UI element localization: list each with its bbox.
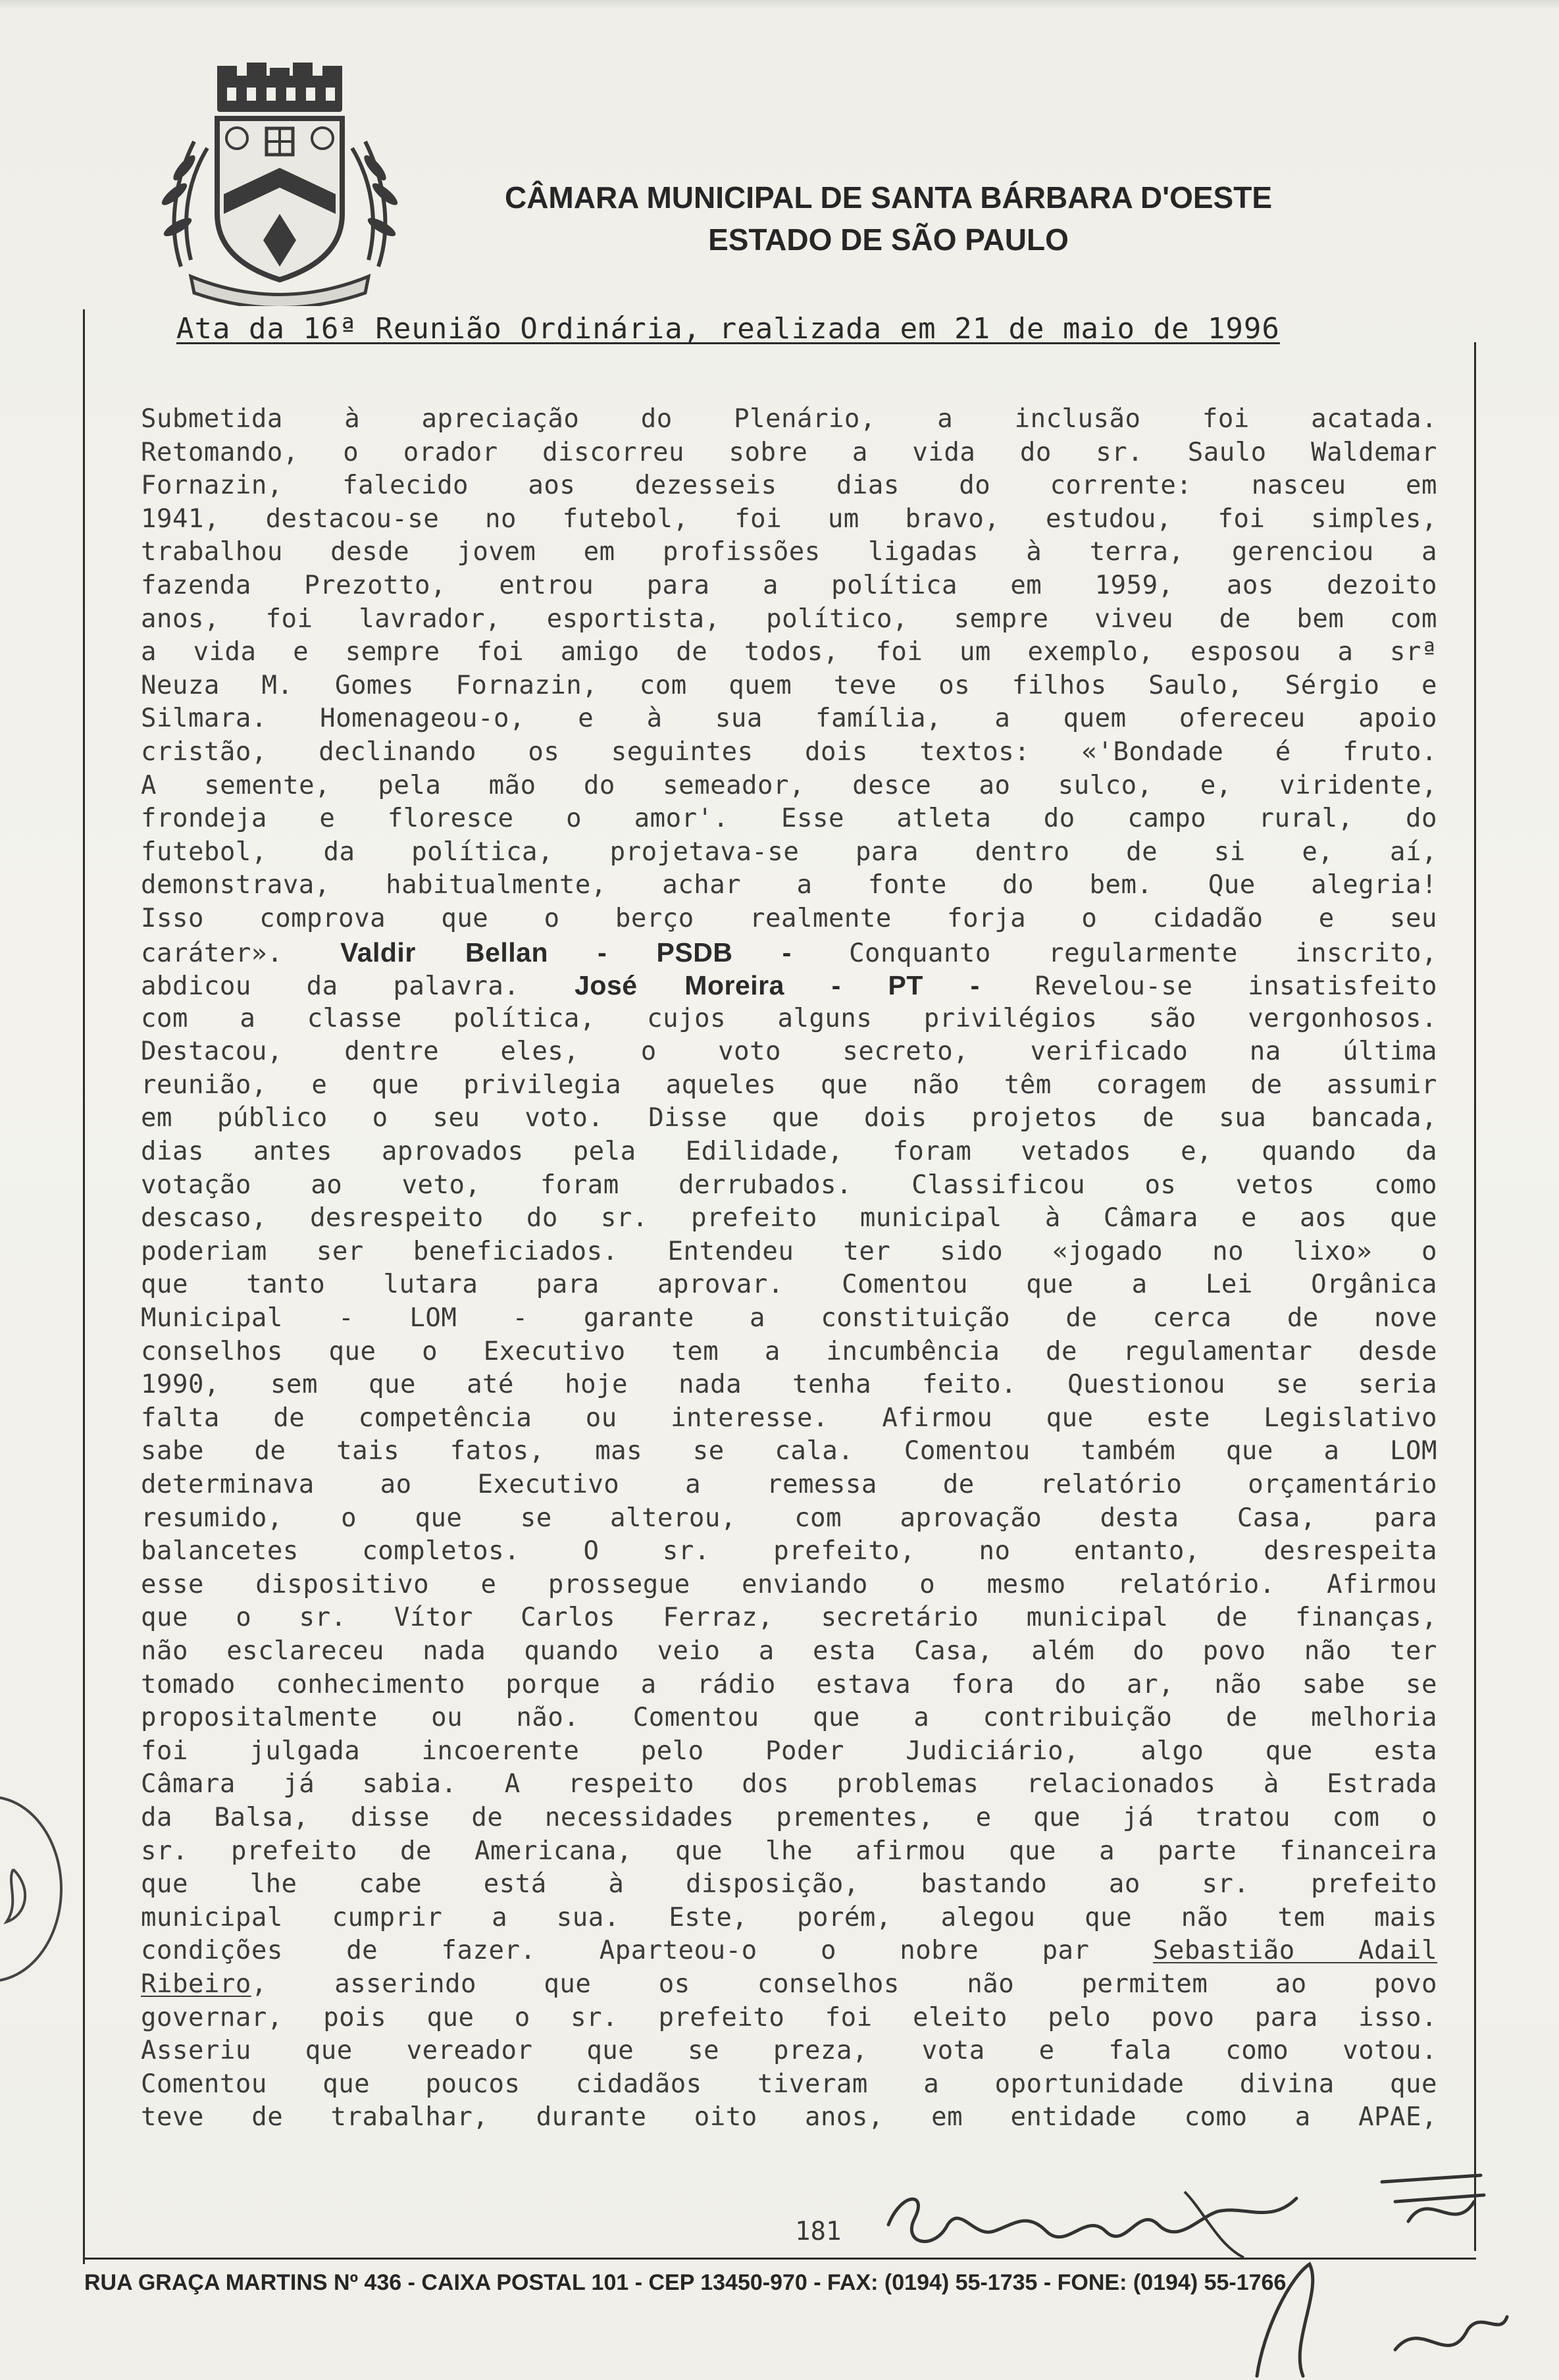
body-line: que tanto lutara para aprovar. Comentou que a Lei Orgânica <box>141 1270 1437 1300</box>
institution-header <box>461 176 1316 261</box>
body-segment: Conquanto regularmente inscrito, <box>849 938 1438 968</box>
minutes-title: Ata da 16ª Reunião Ordinária, realizada em 21 de maio de 1996 <box>176 312 1280 346</box>
body-line: que lhe cabe está à disposição, bastando ao sr. prefeito <box>141 1869 1437 1900</box>
body-line: foi julgada incoerente pelo Poder Judiciário, algo que esta <box>141 1736 1437 1766</box>
page-number: 181 <box>795 2217 842 2246</box>
body-line <box>141 969 1437 1002</box>
body-segment: , asserindo que os conselhos não permitem ao povo <box>251 1969 1437 1999</box>
body-line: reunião, e que privilegia aqueles que não têm coragem de assumir <box>141 1070 1437 1100</box>
body-line: municipal cumprir a sua. Este, porém, alegou que não tem mais <box>141 1902 1437 1932</box>
body-line: Retomando, o orador discorreu sobre a vida do sr. Saulo Waldemar <box>141 437 1437 467</box>
body-line: trabalhou desde jovem em profissões ligadas à terra, gerenciou a <box>141 537 1437 567</box>
body-line <box>141 1968 1437 2002</box>
minutes-body <box>141 403 1437 2134</box>
underlined-name: Ribeiro <box>141 1969 251 1999</box>
body-line: Silmara. Homenageou-o, e à sua família, a quem ofereceu apoio <box>141 704 1437 734</box>
body-line: conselhos que o Executivo tem a incumbência de regulamentar desde <box>141 1336 1437 1366</box>
body-line: dias antes aprovados pela Edilidade, foram vetados e, quando da <box>141 1137 1437 1167</box>
body-line: tomado conhecimento porque a rádio estava fora do ar, não sabe se <box>141 1669 1437 1699</box>
body-line: da Balsa, disse de necessidades prementes, e que já tratou com o <box>141 1802 1437 1832</box>
body-line: votação ao veto, foram derrubados. Classificou os vetos como <box>141 1170 1437 1200</box>
body-line: Submetida à apreciação do Plenário, a inclusão foi acatada. <box>141 404 1437 434</box>
body-line: cristão, declinando os seguintes dois textos: «'Bondade é fruto. <box>141 737 1437 767</box>
signature-initials-top <box>1369 2162 1494 2241</box>
body-line: determinava ao Executivo a remessa de relatório orçamentário <box>141 1470 1437 1499</box>
body-line: em público o seu voto. Disse que dois projetos de sua bancada, <box>141 1103 1437 1133</box>
scan-shadow <box>0 0 1559 9</box>
body-line: Comentou que poucos cidadãos tiveram a oportunidade divina que <box>141 2069 1437 2099</box>
body-line: Isso comprova que o berço realmente forja o cidadão e seu <box>141 903 1437 933</box>
institution-name: CÂMARA MUNICIPAL DE SANTA BÁRBARA D'OESTE <box>504 180 1273 215</box>
footer-address: RUA GRAÇA MARTINS Nº 436 - CAIXA POSTAL 101 - CEP 13450-970 - FAX: (0194) 55-1735 - FONE: (0194) 55-1766 <box>84 2270 1287 2295</box>
body-line: com a classe política, cujos alguns privilégios são vergonhosos. <box>141 1003 1437 1033</box>
body-line: 1941, destacou-se no futebol, foi um bravo, estudou, foi simples, <box>141 504 1437 534</box>
body-line: 1990, sem que até hoje nada tenha feito. Questionou se seria <box>141 1370 1437 1400</box>
body-line: falta de competência ou interesse. Afirmou que este Legislativo <box>141 1403 1437 1433</box>
body-segment: caráter». <box>141 938 283 968</box>
margin-stamp-icon <box>0 1790 66 1988</box>
body-line <box>141 936 1437 970</box>
body-line: Câmara já sabia. A respeito dos problemas relacionados à Estrada <box>141 1769 1437 1799</box>
body-line <box>141 1934 1437 1968</box>
body-line: futebol, da política, projetava-se para dentro de si e, aí, <box>141 837 1437 867</box>
body-line: sr. prefeito de Americana, que lhe afirmou que a parte financeira <box>141 1836 1437 1866</box>
underlined-name: Sebastião Adail <box>1152 1936 1437 1966</box>
frame-left-rule <box>83 309 85 2264</box>
body-line: teve de trabalhar, durante oito anos, em entidade como a APAE, <box>141 2102 1437 2133</box>
body-line: governar, pois que o sr. prefeito foi eleito pelo povo para isso. <box>141 2002 1437 2032</box>
body-line: a vida e sempre foi amigo de todos, foi um exemplo, esposou a srª <box>141 637 1437 667</box>
body-line: Destacou, dentre eles, o voto secreto, verificado na última <box>141 1037 1437 1067</box>
body-line: fazenda Prezotto, entrou para a política em 1959, aos dezoito <box>141 570 1437 600</box>
frame-right-rule <box>1474 342 1476 2251</box>
body-segment: condições de fazer. Aparteou-o o nobre par <box>141 1936 1090 1966</box>
body-segment: abdicou da palavra. <box>141 971 520 1002</box>
body-line: poderiam ser beneficiados. Entendeu ter sido «jogado no lixo» o <box>141 1236 1437 1266</box>
body-line: demonstrava, habitualmente, achar a fonte do bem. Que alegria! <box>141 870 1437 900</box>
body-line: Fornazin, falecido aos dezesseis dias do corrente: nasceu em <box>141 471 1437 501</box>
body-segment: Revelou-se insatisfeito <box>1035 971 1438 1002</box>
body-line: A semente, pela mão do semeador, desce ao sulco, e, viridente, <box>141 770 1437 800</box>
body-line: Asseriu que vereador que se preza, vota e fala como votou. <box>141 2036 1437 2066</box>
body-line: Neuza M. Gomes Fornazin, com quem teve os filhos Saulo, Sérgio e <box>141 670 1437 700</box>
body-line: propositalmente ou não. Comentou que a contribuição de melhoria <box>141 1703 1437 1733</box>
body-line: não esclareceu nada quando veio a esta Casa, além do povo não ter <box>141 1636 1437 1666</box>
body-line: que o sr. Vítor Carlos Ferraz, secretário municipal de finanças, <box>141 1603 1437 1633</box>
coat-of-arms-icon <box>155 63 405 306</box>
body-line: anos, foi lavrador, esportista, político, sempre viveu de bem com <box>141 604 1437 634</box>
state-name: ESTADO DE SÃO PAULO <box>708 222 1069 257</box>
body-line: Municipal - LOM - garante a constituição de cerca de nove <box>141 1303 1437 1333</box>
speaker-name: Valdir Bellan - PSDB - <box>340 937 792 968</box>
speaker-name: José Moreira - PT - <box>575 970 980 1001</box>
body-line: resumido, o que se alterou, com aprovação desta Casa, para <box>141 1503 1437 1533</box>
body-line: descaso, desrespeito do sr. prefeito municipal à Câmara e aos que <box>141 1203 1437 1233</box>
body-line: sabe de tais fatos, mas se cala. Comentou também que a LOM <box>141 1436 1437 1466</box>
body-line: balancetes completos. O sr. prefeito, no entanto, desrespeita <box>141 1536 1437 1566</box>
body-line: frondeja e floresce o amor'. Esse atleta do campo rural, do <box>141 804 1437 834</box>
body-line: esse dispositivo e prossegue enviando o mesmo relatório. Afirmou <box>141 1569 1437 1599</box>
